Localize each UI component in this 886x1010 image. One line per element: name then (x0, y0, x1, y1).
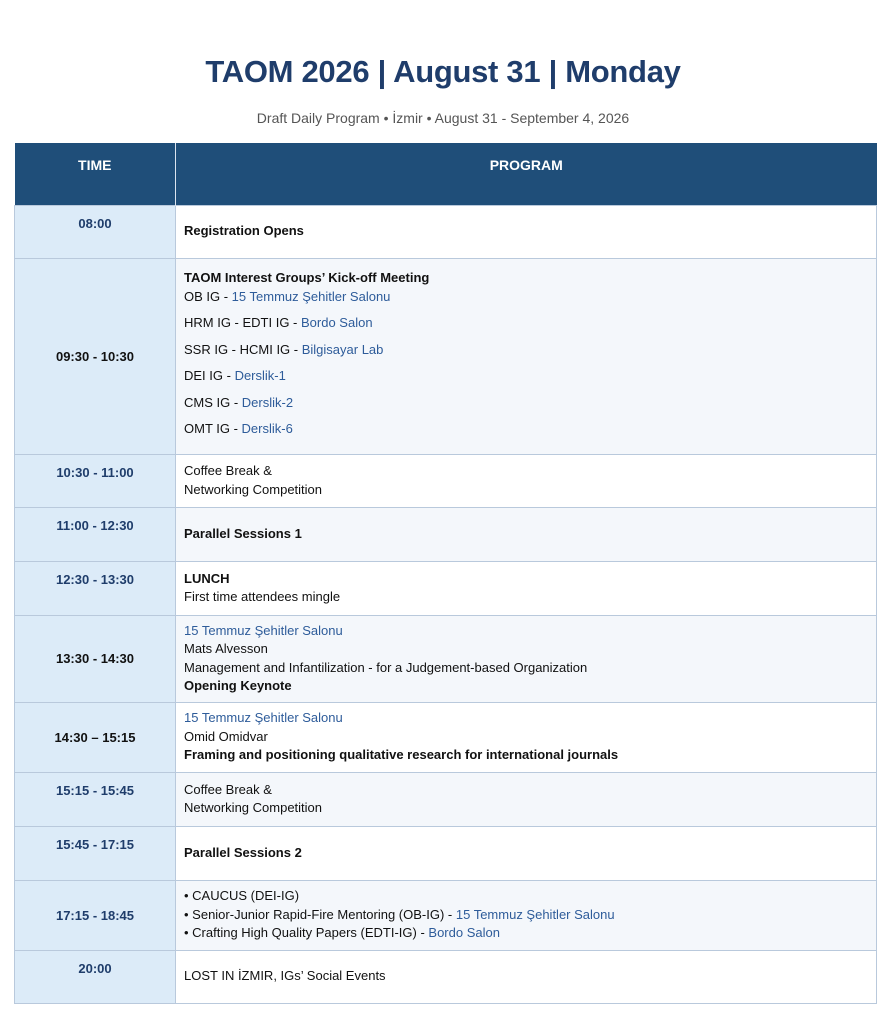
room-name: Bordo Salon (428, 925, 500, 941)
room-name: 15 Temmuz Şehitler Salonu (231, 288, 391, 304)
table-row (15, 950, 877, 1003)
ig-line: SSR IG - HCMI IG - Bilgisayar Lab (184, 341, 384, 357)
room-name: 15 Temmuz Şehitler Salonu (184, 622, 343, 638)
column-header-program: PROGRAM (176, 143, 877, 205)
table-row (15, 507, 877, 561)
session-title: Registration Opens (184, 223, 304, 239)
ig-line: OMT IG - Derslik-6 (184, 421, 293, 437)
speaker-name: Mats Alvesson (184, 641, 268, 656)
program-cell (176, 826, 877, 880)
ig-line: HRM IG - EDTI IG - Bordo Salon (184, 315, 373, 331)
table-row (15, 880, 877, 950)
table-row (15, 772, 877, 826)
table-row (15, 454, 877, 507)
session-line: Coffee Break & (184, 781, 272, 797)
session-title: TAOM Interest Groups’ Kick-off Meeting (184, 270, 430, 286)
ig-line: OB IG - 15 Temmuz Şehitler Salonu (184, 288, 391, 304)
session-title: Parallel Sessions 2 (184, 844, 302, 860)
room-name: Derslik-2 (241, 394, 294, 410)
table-row (15, 826, 877, 880)
schedule-table (14, 143, 877, 1004)
speaker-name: Omid Omidvar (184, 728, 268, 744)
session-line: Coffee Break & (184, 463, 272, 478)
session-line: First time attendees mingle (184, 589, 341, 604)
time-cell: 12:30 - 13:30 (15, 561, 176, 615)
talk-title: Framing and positioning qualitative research for international journals (184, 747, 619, 763)
program-cell (176, 454, 877, 507)
ig-line: DEI IG - Derslik-1 (184, 368, 286, 384)
time-cell: 14:30 – 15:15 (15, 702, 176, 772)
time-cell: 10:30 - 11:00 (15, 454, 176, 507)
page-title: TAOM 2026 | August 31 | Monday (205, 54, 681, 89)
room-name: Derslik-6 (241, 421, 293, 437)
time-cell: 20:00 (15, 950, 176, 1003)
time-cell: 11:00 - 12:30 (15, 507, 176, 561)
room-name: Derslik-1 (234, 368, 286, 384)
room-name: 15 Temmuz Şehitler Salonu (184, 710, 343, 726)
session-title: LOST IN İZMIR, IGs’ Social Events (184, 968, 386, 984)
session-title: LUNCH (184, 570, 230, 586)
session-type: Opening Keynote (184, 678, 292, 693)
room-name: Bordo Salon (301, 315, 373, 331)
program-cell (176, 950, 877, 1003)
program-cell (176, 615, 877, 702)
time-cell: 09:30 - 10:30 (15, 258, 176, 454)
time-cell: 08:00 (15, 205, 176, 258)
session-line: Networking Competition (184, 481, 323, 497)
time-cell: 15:45 - 17:15 (15, 826, 176, 880)
program-cell (176, 258, 877, 454)
table-row (15, 205, 877, 258)
talk-title: Management and Infantilization - for a Judgement-based Organization (184, 659, 588, 675)
bullet-item: • Crafting High Quality Papers (EDTI-IG) - Bordo Salon (184, 925, 500, 941)
program-cell (176, 561, 877, 615)
table-row (15, 561, 877, 615)
page-subtitle: Draft Daily Program • İzmir • August 31 - September 4, 2026 (256, 110, 630, 126)
table-row (15, 615, 877, 702)
table-row (15, 702, 877, 772)
bullet-item: • Senior-Junior Rapid-Fire Mentoring (OB-IG) - 15 Temmuz Şehitler Salonu (184, 906, 615, 922)
time-cell: 15:15 - 15:45 (15, 772, 176, 826)
program-cell (176, 880, 877, 950)
time-cell: 17:15 - 18:45 (15, 880, 176, 950)
table-row (15, 258, 877, 454)
bullet-item: • CAUCUS (DEI-IG) (184, 888, 300, 904)
table-header-row (15, 143, 877, 205)
session-title: Parallel Sessions 1 (184, 525, 302, 541)
program-cell (176, 507, 877, 561)
ig-line: CMS IG - Derslik-2 (184, 394, 294, 410)
program-cell (176, 205, 877, 258)
room-name: 15 Temmuz Şehitler Salonu (455, 906, 615, 922)
session-line: Networking Competition (184, 800, 323, 815)
room-name: Bilgisayar Lab (301, 341, 384, 357)
column-header-time: TIME (15, 143, 176, 205)
program-cell (176, 702, 877, 772)
program-cell (176, 772, 877, 826)
time-cell: 13:30 - 14:30 (15, 615, 176, 702)
